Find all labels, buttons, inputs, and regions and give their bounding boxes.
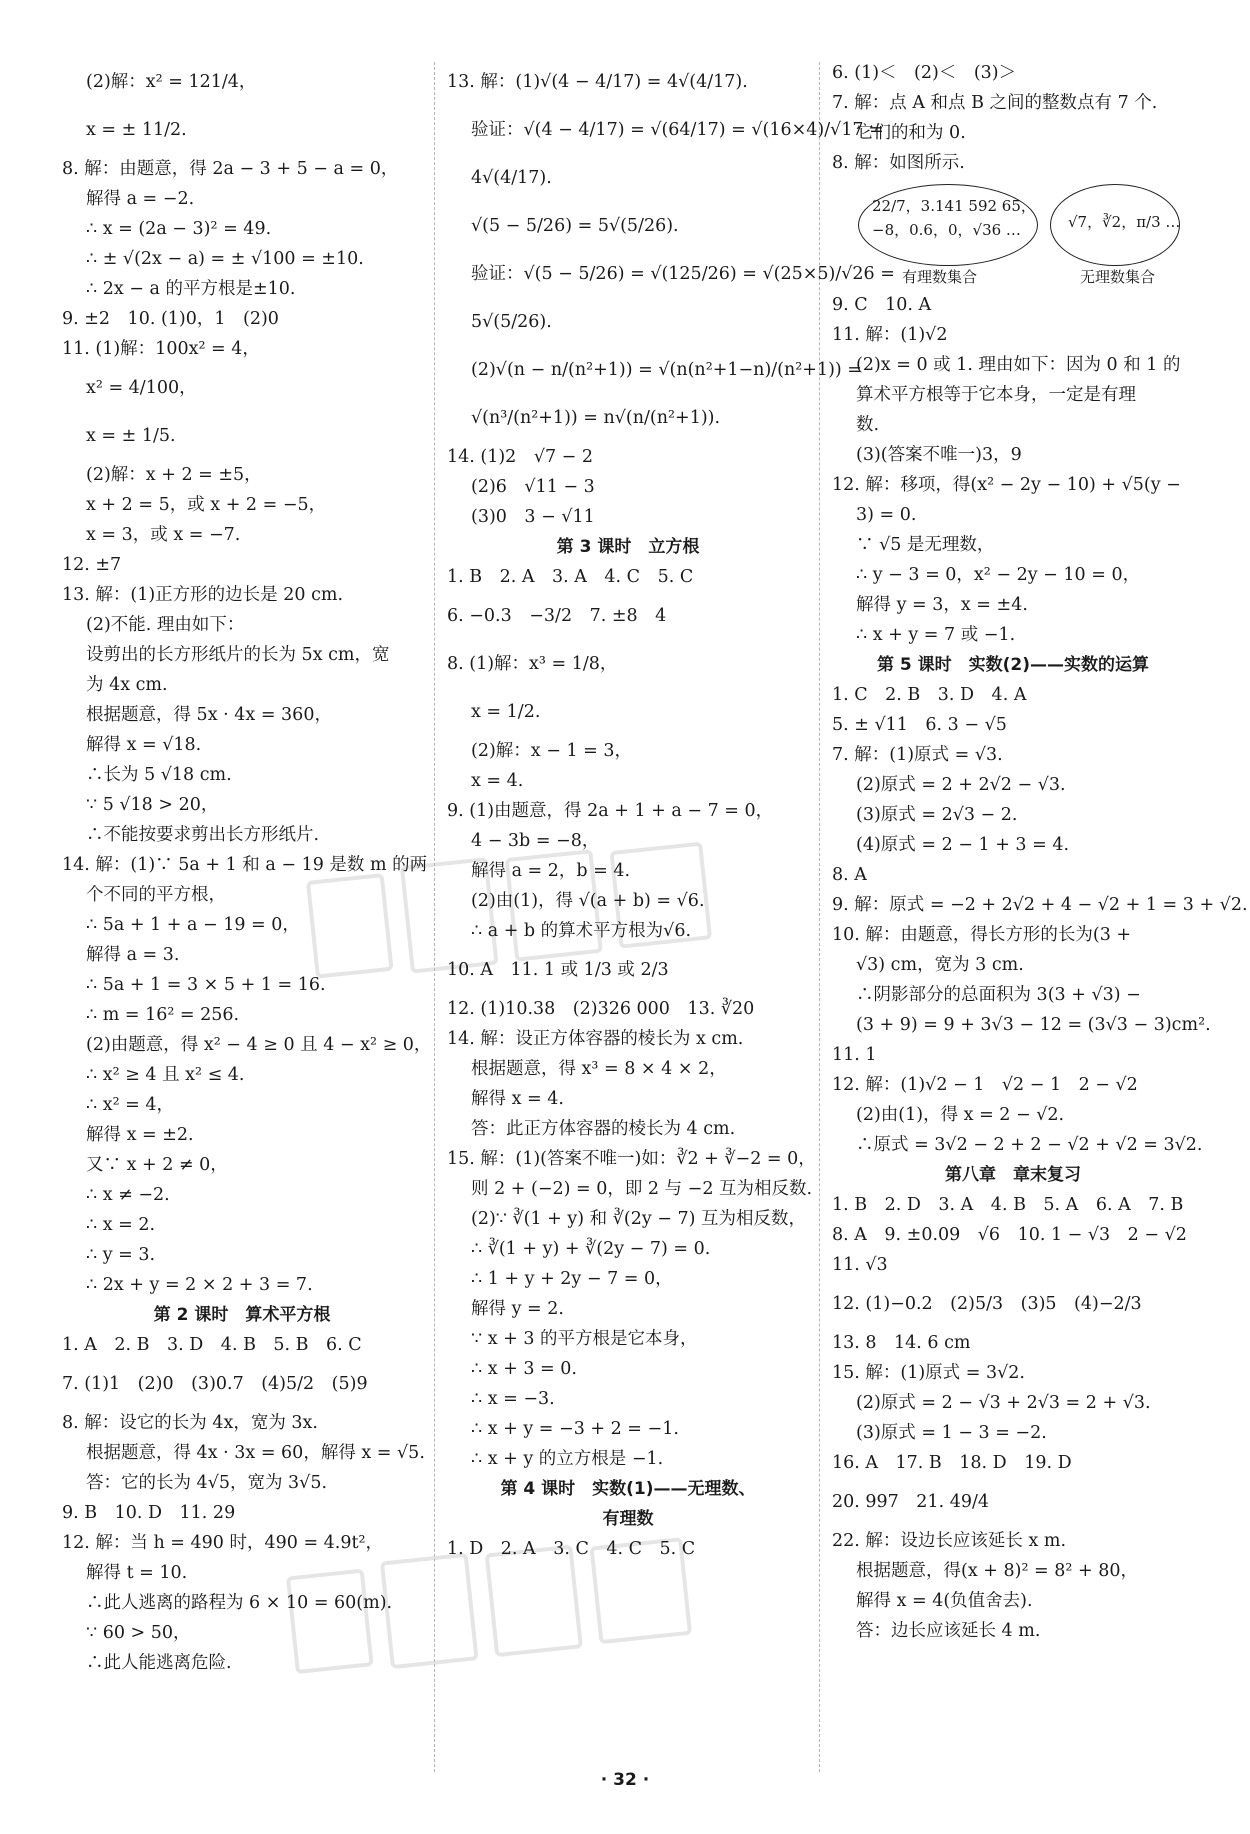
answer-line: ∴ x = 2. (86, 1215, 156, 1235)
answer-line: (2)解：x + 2 = ±5， (86, 465, 262, 485)
section-heading: 第 2 课时 算术平方根 (153, 1305, 331, 1325)
answer-line: 13. 8 14. 6 cm (832, 1333, 971, 1353)
answer-column-1 (62, 58, 432, 1678)
answer-line: (4)原式 = 2 − 1 + 3 = 4. (856, 835, 1070, 855)
answer-line: 7. (1)1 (2)0 (3)0.7 (4)5/2 (5)9 (62, 1374, 368, 1394)
answer-line: 解得 y = 2. (471, 1299, 564, 1319)
answer-line: 10. A 11. 1 或 1/3 或 2/3 (447, 960, 669, 980)
answer-line: 解得 y = 3，x = ±4. (856, 595, 1028, 615)
section-heading: 第 5 课时 实数(2)——实数的运算 (876, 655, 1150, 675)
answer-line: ∵ x + 3 的平方根是它本身， (471, 1329, 698, 1349)
answer-line: 12. (1)−0.2 (2)5/3 (3)5 (4)−2/3 (832, 1294, 1142, 1314)
answer-line: ∵ 5 √18 > 20， (86, 795, 219, 815)
answer-line: 20. 997 21. 49/4 (832, 1492, 989, 1512)
answer-line: ∵ 60 > 50， (86, 1623, 191, 1643)
answer-line: (2)∵ ∛(1 + y) 和 ∛(2y − 7) 互为相反数， (471, 1209, 807, 1229)
answer-line: ∴ x² = 4， (86, 1095, 175, 1115)
answer-line: 11. √3 (832, 1255, 888, 1275)
answer-line: ∴ ∛(1 + y) + ∛(2y − 7) = 0. (471, 1239, 711, 1259)
answer-line: 则 2 + (−2) = 0，即 2 与 −2 互为相反数. (471, 1179, 813, 1199)
answer-line: 12. ±7 (62, 555, 122, 575)
answer-line: ∴ 1 + y + 2y − 7 = 0， (471, 1269, 673, 1289)
answer-line: 设剪出的长方形纸片的长为 5x cm，宽 (86, 645, 390, 665)
answer-line: ∴ m = 16² = 256. (86, 1005, 240, 1025)
answer-line: 解得 a = 3. (86, 945, 180, 965)
rational-set-label: 有理数集合 (902, 268, 978, 286)
answer-line: (2)√(n − n/(n²+1)) = √(n(n²+1−n)/(n²+1)) = (471, 360, 862, 380)
answer-line: 14. 解：设正方体容器的棱长为 x cm. (447, 1029, 744, 1049)
answer-line: 1. B 2. A 3. A 4. C 5. C (447, 567, 694, 587)
answer-line: 解得 a = −2. (86, 189, 195, 209)
answer-line: ∴ 2x − a 的平方根是±10. (86, 279, 296, 299)
answer-line: 1. D 2. A 3. C 4. C 5. C (447, 1539, 696, 1559)
answer-line: 12. 解：移项，得(x² − 2y − 10) + √5(y − (832, 475, 1181, 495)
answer-line: 13. 解：(1)√(4 − 4/17) = 4√(4/17). (447, 72, 748, 92)
answer-line: 7. 解：点 A 和点 B 之间的整数点有 7 个. (832, 93, 1158, 113)
rational-items-line: −8，0.6，0，√36 … (872, 221, 1021, 239)
answer-line: 14. (1)2 √7 − 2 (447, 447, 594, 467)
answer-line: (2)解：x² = 121/4， (86, 72, 257, 92)
answer-line: (2)6 √11 − 3 (471, 477, 595, 497)
answer-line: 11. 解：(1)√2 (832, 325, 948, 345)
answer-line: 9. (1)由题意，得 2a + 1 + a − 7 = 0， (447, 801, 774, 821)
irrational-set-label: 无理数集合 (1080, 268, 1156, 286)
rational-items-line: 22/7，3.141 592 65， (872, 197, 1036, 215)
answer-line: (3)原式 = 1 − 3 = −2. (856, 1423, 1047, 1443)
answer-line: 12. 解：当 h = 490 时，490 = 4.9t²， (62, 1533, 384, 1553)
answer-line: x = 1/2. (471, 702, 541, 722)
answer-line: ∴ y − 3 = 0，x² − 2y − 10 = 0， (856, 565, 1141, 585)
answer-line: x = ± 11/2. (86, 120, 187, 140)
answer-line: ∴此人能逃离危险. (86, 1653, 232, 1673)
rational-set-items (872, 194, 1036, 242)
answer-line: 答：此正方体容器的棱长为 4 cm. (471, 1119, 736, 1139)
answer-line: 5√(5/26). (471, 312, 552, 332)
answer-line: 为 4x cm. (86, 675, 168, 695)
answer-line: ∴ 5a + 1 = 3 × 5 + 1 = 16. (86, 975, 326, 995)
answer-line: ∴ x + y = 7 或 −1. (856, 625, 1016, 645)
answer-line: 1. A 2. B 3. D 4. B 5. B 6. C (62, 1335, 362, 1355)
answer-line: 解得 x = 4. (471, 1089, 564, 1109)
answer-line: ∴ ± √(2x − a) = ± √100 = ±10. (86, 249, 364, 269)
answer-line: (2)原式 = 2 + 2√2 − √3. (856, 775, 1066, 795)
answer-line: 答：边长应该延长 4 m. (856, 1621, 1041, 1641)
answer-line: 它们的和为 0. (856, 123, 966, 143)
answer-line: (2)原式 = 2 − √3 + 2√3 = 2 + √3. (856, 1393, 1151, 1413)
section-heading: 第 3 课时 立方根 (556, 537, 700, 557)
answer-line: ∴此人逃离的路程为 6 × 10 = 60(m). (86, 1593, 393, 1613)
answer-line: 8. A 9. ±0.09 √6 10. 1 − √3 2 − √2 (832, 1225, 1187, 1245)
answer-line: ∴ x + 3 = 0. (471, 1359, 577, 1379)
answer-line: 解得 x = √18. (86, 735, 202, 755)
answer-line: (3)原式 = 2√3 − 2. (856, 805, 1018, 825)
answer-line: (2)由题意，得 x² − 4 ≥ 0 且 4 − x² ≥ 0， (86, 1035, 432, 1055)
answer-line: 算术平方根等于它本身，一定是有理 (856, 385, 1136, 405)
answer-line: 解得 x = 4(负值舍去). (856, 1591, 1033, 1611)
answer-line: 6. −0.3 −3/2 7. ±8 4 (447, 606, 667, 626)
answer-line: ∴ 5a + 1 + a − 19 = 0， (86, 915, 300, 935)
answer-line: 8. A (832, 865, 867, 885)
answer-line: x² = 4/100， (86, 378, 197, 398)
answer-line: x = 3，或 x = −7. (86, 525, 241, 545)
column-divider (819, 62, 820, 1772)
answer-line: 4√(4/17). (471, 168, 552, 188)
answer-line: ∴ x ≠ −2. (86, 1185, 170, 1205)
answer-line: (3 + 9) = 9 + 3√3 − 12 = (3√3 − 3)cm². (856, 1015, 1211, 1035)
answer-line: 10. 解：由题意，得长方形的长为(3 + (832, 925, 1132, 945)
answer-column-3 (832, 58, 1248, 1646)
answer-line: 解得 x = ±2. (86, 1125, 194, 1145)
answer-line: x = 4. (471, 771, 524, 791)
answer-line: 11. 1 (832, 1045, 877, 1065)
answer-line: 22. 解：设边长应该延长 x m. (832, 1531, 1067, 1551)
answer-line: 8. 解：如图所示. (832, 153, 965, 173)
answer-line: (2)由(1)，得 √(a + b) = √6. (471, 891, 705, 911)
answer-line: 9. 解：原式 = −2 + 2√2 + 4 − √2 + 1 = 3 + √2. (832, 895, 1248, 915)
answer-line: 验证：√(5 − 5/26) = √(125/26) = √(25×5)/√26 = (471, 264, 895, 284)
answer-line: ∴ y = 3. (86, 1245, 156, 1265)
irrational-set-items: √7，∛2，π/3 … (1068, 213, 1181, 231)
answer-line: 根据题意，得(x + 8)² = 8² + 80， (856, 1561, 1138, 1581)
answer-line: 11. (1)解：100x² = 4， (62, 339, 260, 359)
answer-line: 解得 t = 10. (86, 1563, 188, 1583)
answer-line: 个不同的平方根， (86, 885, 226, 905)
answer-line: 8. 解：由题意，得 2a − 3 + 5 − a = 0， (62, 159, 399, 179)
answer-line: √(n³/(n²+1)) = n√(n/(n²+1)). (471, 408, 721, 428)
answer-line: (3)(答案不唯一)3，9 (856, 445, 1022, 465)
answer-line: ∴ x + y = −3 + 2 = −1. (471, 1419, 679, 1439)
answer-line: 8. 解：设它的长为 4x，宽为 3x. (62, 1413, 318, 1433)
answer-line: 13. 解：(1)正方形的边长是 20 cm. (62, 585, 344, 605)
answer-line: ∴长为 5 √18 cm. (86, 765, 232, 785)
answer-line: (2)由(1)，得 x = 2 − √2. (856, 1105, 1065, 1125)
answer-line: 根据题意，得 x³ = 8 × 4 × 2， (471, 1059, 727, 1079)
section-heading: 第 4 课时 实数(1)——无理数、 (500, 1479, 756, 1499)
answer-line: (3)0 3 − √11 (471, 507, 595, 527)
answer-line: ∴原式 = 3√2 − 2 + 2 − √2 + √2 = 3√2. (856, 1135, 1203, 1155)
answer-line: √3) cm，宽为 3 cm. (856, 955, 1024, 975)
answer-line: 根据题意，得 5x · 4x = 360， (86, 705, 332, 725)
answer-line: 解得 a = 2，b = 4. (471, 861, 631, 881)
answer-line: 15. 解：(1)(答案不唯一)如：∛2 + ∛−2 = 0， (447, 1149, 816, 1169)
answer-line: 答：它的长为 4√5，宽为 3√5. (86, 1473, 328, 1493)
answer-line: 8. (1)解：x³ = 1/8， (447, 654, 618, 674)
column-divider (434, 62, 435, 1772)
answer-line: 16. A 17. B 18. D 19. D (832, 1453, 1072, 1473)
page-number: · 32 · (600, 1770, 650, 1790)
answer-line: ∴阴影部分的总面积为 3(3 + √3) − (856, 985, 1141, 1005)
number-sets-diagram (832, 180, 1194, 288)
answer-line: 数. (856, 415, 880, 435)
answer-line: 9. ±2 10. (1)0，1 (2)0 (62, 309, 279, 329)
answer-line: 3) = 0. (856, 505, 917, 525)
answer-line: 4 − 3b = −8， (471, 831, 600, 851)
answer-line: 1. C 2. B 3. D 4. A (832, 685, 1027, 705)
answer-line: (2)不能. 理由如下： (86, 615, 245, 635)
answer-line: x = ± 1/5. (86, 426, 176, 446)
answer-line: 1. B 2. D 3. A 4. B 5. A 6. A 7. B (832, 1195, 1184, 1215)
answer-line: √(5 − 5/26) = 5√(5/26). (471, 216, 679, 236)
answer-line: 5. ± √11 6. 3 − √5 (832, 715, 1007, 735)
answer-line: ∴ a + b 的算术平方根为√6. (471, 921, 692, 941)
answer-line: 6. (1)＜ (2)＜ (3)＞ (832, 63, 1017, 83)
answer-line: 7. 解：(1)原式 = √3. (832, 745, 1003, 765)
answer-line: 15. 解：(1)原式 = 3√2. (832, 1363, 1025, 1383)
answer-line: 12. 解：(1)√2 − 1 √2 − 1 2 − √2 (832, 1075, 1138, 1095)
answer-line: x + 2 = 5，或 x + 2 = −5， (86, 495, 327, 515)
section-heading: 有理数 (602, 1509, 654, 1529)
section-heading: 第八章 章末复习 (945, 1165, 1081, 1185)
answer-line: 9. B 10. D 11. 29 (62, 1503, 236, 1523)
answer-line: ∵ √5 是无理数， (856, 535, 995, 555)
answer-line: ∴ x + y 的立方根是 −1. (471, 1449, 664, 1469)
answer-line: 又∵ x + 2 ≠ 0， (86, 1155, 228, 1175)
answer-line: 验证：√(4 − 4/17) = √(64/17) = √(16×4)/√17 = (471, 120, 884, 140)
answer-line: 14. 解：(1)∵ 5a + 1 和 a − 19 是数 m 的两 (62, 855, 428, 875)
answer-line: 根据题意，得 4x · 3x = 60，解得 x = √5. (86, 1443, 425, 1463)
answer-line: ∴ x = (2a − 3)² = 49. (86, 219, 272, 239)
answer-line: 12. (1)10.38 (2)326 000 13. ∛20 (447, 999, 755, 1019)
answer-line: 9. C 10. A (832, 295, 932, 315)
answer-line: ∴ x² ≥ 4 且 x² ≤ 4. (86, 1065, 245, 1085)
answer-line: (2)x = 0 或 1. 理由如下：因为 0 和 1 的 (856, 355, 1181, 375)
answer-line: (2)解：x − 1 = 3， (471, 741, 633, 761)
answer-line: ∴不能按要求剪出长方形纸片. (86, 825, 320, 845)
answer-line: ∴ x = −3. (471, 1389, 555, 1409)
answer-line: ∴ 2x + y = 2 × 2 + 3 = 7. (86, 1275, 313, 1295)
